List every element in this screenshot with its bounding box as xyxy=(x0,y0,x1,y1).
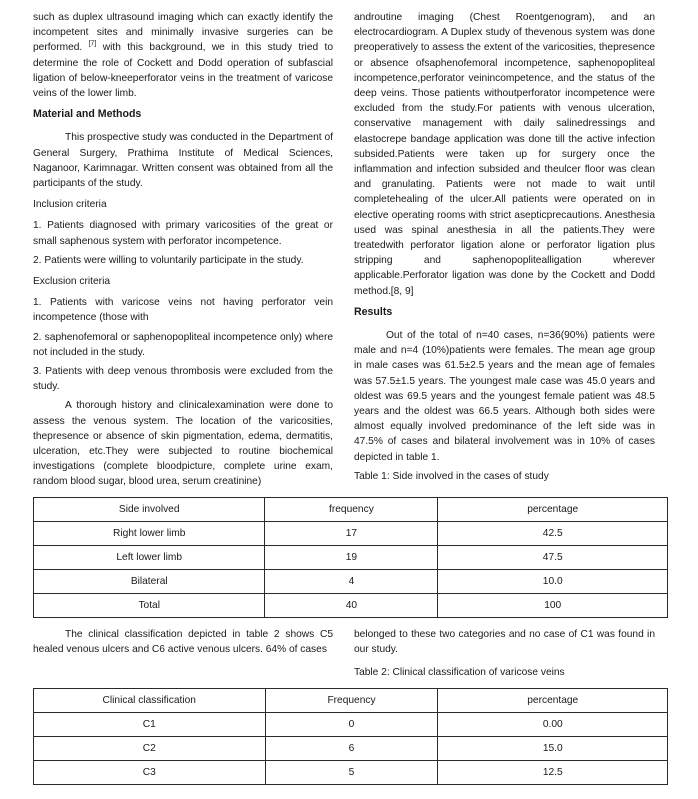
table-cell: 100 xyxy=(438,594,668,618)
exclusion-item-2: 2. saphenofemoral or saphenopopliteal incompetence only) where not included in the study. xyxy=(33,331,333,358)
table-cell: Left lower limb xyxy=(34,546,265,570)
methods-paragraph: This prospective study was conducted in the Department of General Surgery, Prathima Institute of Medical Sciences, Naganoor, Karimnagar. Written consent was obtained from all the participants of the study. xyxy=(33,132,333,190)
table-row xyxy=(34,737,668,761)
header-cell: frequency xyxy=(265,498,438,522)
right-text-column xyxy=(354,10,655,488)
table-cell: 4 xyxy=(265,570,438,594)
table-row xyxy=(34,546,668,570)
table-cell: C2 xyxy=(34,737,266,761)
table-cell: 0 xyxy=(265,713,438,737)
table-cell: 0.00 xyxy=(438,713,668,737)
left-text-column xyxy=(33,10,333,494)
table-cell: Bilateral xyxy=(34,570,265,594)
table-cell: C1 xyxy=(34,713,266,737)
citation-marker: [7] xyxy=(88,41,97,49)
exclusion-item-1: 1. Patients with varicose veins not having perforator vein incompetence (those with xyxy=(33,297,333,324)
table-cell: 40 xyxy=(265,594,438,618)
table-clinical-classification xyxy=(33,688,668,785)
inclusion-label: Inclusion criteria xyxy=(33,199,107,211)
history-paragraph: A thorough history and clinicalexamination were done to assess the venous system. The location of the varicosities, thepresence or absence of skin pigmentation, edema, dermatitis, ulceration, etc.They were subjected to routine biochemical investigations (complete bloodpicture, complete urine exam, random blood sugar, blood urea, serum creatinine) xyxy=(33,400,333,488)
table-row xyxy=(34,594,668,618)
header-cell: percentage xyxy=(438,689,668,713)
table-cell: 42.5 xyxy=(438,522,668,546)
table-header-row xyxy=(34,689,668,713)
table-cell: 12.5 xyxy=(438,761,668,785)
table-cell: 6 xyxy=(265,737,438,761)
continued-paragraph: androutine imaging (Chest Roentgenogram), and an electrocardiogram. A Duplex study of thevenous system was done preoperatively to assess the extent of the varicosities, thepresence or absence ofsaphenofemoral incompetence, saphenopopliteal incompetence,perforator veinincompetence, and the status of the deep veins. Those patients withoutperforator incompetence were excluded from the study.For patients with venous ulceration, conservative management with daily salinedressings and elastocrepe bandage application was done till the active infection subsided.Patients were taken up for surgery once the inflammation and infection subsided and theulcer floor was clean and granulating. Patients were not made to wait until completehealing of the ulcer.All patients were operated on in elective operating rooms with strict asepticprecautions. Anesthesia used was spinal anesthesia in all the patients.They were treatedwith perforator ligation alone or perforator ligation plus stripping and saphenopoplitealligation wherever applicable.Perforator ligation was done by the Cockett and Dodd method.[8, 9] xyxy=(354,12,655,297)
exclusion-item-3: 3. Patients with deep venous thrombosis were excluded from the study. xyxy=(33,366,333,393)
table-side-involved xyxy=(33,497,668,618)
table-cell: 10.0 xyxy=(438,570,668,594)
table-header-row xyxy=(34,498,668,522)
intro-text-cont: with this background, we in this study tried to determine the role of Cockett and Dodd operation of subfascial ligation of below-kneeperforator veins in the treatment of varicose veins of the lower limb. xyxy=(33,42,333,100)
left-text-after-table1 xyxy=(33,627,333,657)
table-row xyxy=(34,570,668,594)
right-text-after-table1 xyxy=(354,627,655,681)
header-cell: Clinical classification xyxy=(34,689,266,713)
intro-text: such as duplex ultrasound imaging which can exactly identify the incompetent sites and minimally invasive surgeries can be performed. xyxy=(33,12,333,54)
table-cell: C3 xyxy=(34,761,266,785)
table-cell: 15.0 xyxy=(438,737,668,761)
intro-paragraph xyxy=(33,10,333,101)
table-cell: 47.5 xyxy=(438,546,668,570)
table-row xyxy=(34,761,668,785)
clinical-classification-paragraph: The clinical classification depicted in table 2 shows C5 healed venous ulcers and C6 active venous ulcers. 64% of cases xyxy=(33,629,333,656)
exclusion-label: Exclusion criteria xyxy=(33,276,110,288)
inclusion-item-1: 1. Patients diagnosed with primary varicosities of the great or small saphenous system with perforator incompetence. xyxy=(33,220,333,247)
table-cell: 5 xyxy=(265,761,438,785)
table1-caption: Table 1: Side involved in the cases of study xyxy=(354,470,549,482)
table-cell: Total xyxy=(34,594,265,618)
table2-caption: Table 2: Clinical classification of varicose veins xyxy=(354,667,565,679)
clinical-classification-cont: belonged to these two categories and no case of C1 was found in our study. xyxy=(354,629,655,656)
header-cell: Frequency xyxy=(265,689,438,713)
results-paragraph: Out of the total of n=40 cases, n=36(90%) patients were male and n=4 (10%)patients were females. The mean age group in male cases was 61.5±2.5 years and the mean age of females was 57.5±1.5 years. The youngest male case was 45.0 years and oldest was 69.5 years and the youngest female patient was 48.5 years and the oldest was 66.5 years. Although both sides were almost equally involved predominance of the left side was in 47.5% of cases and bilateral involvement was in 10% of cases depicted in table 1. xyxy=(354,330,655,463)
results-heading: Results xyxy=(354,305,393,318)
header-cell: percentage xyxy=(438,498,668,522)
table-row xyxy=(34,713,668,737)
table-cell: 17 xyxy=(265,522,438,546)
header-cell: Side involved xyxy=(34,498,265,522)
inclusion-item-2: 2. Patients were willing to voluntarily participate in the study. xyxy=(33,254,304,266)
methods-heading: Material and Methods xyxy=(33,108,142,121)
table-cell: Right lower limb xyxy=(34,522,265,546)
table-cell: 19 xyxy=(265,546,438,570)
table-row xyxy=(34,522,668,546)
